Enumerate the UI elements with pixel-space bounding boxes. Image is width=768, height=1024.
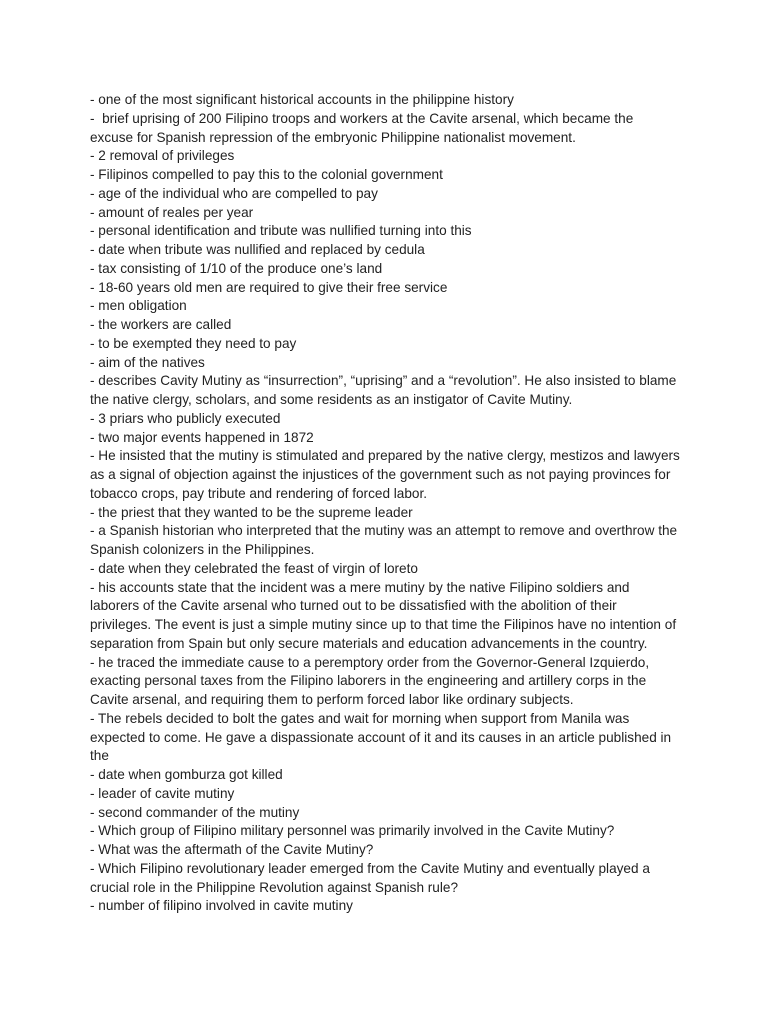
text-line: - describes Cavity Mutiny as “insurrection”, “uprising” and a “revolution”. He also insisted to blame the native clergy, scholars, and some residents as an instigator of Cavite Mutiny. bbox=[90, 373, 681, 407]
text-line: - Which group of Filipino military personnel was primarily involved in the Cavite Mutiny? bbox=[90, 823, 615, 839]
text-line: - aim of the natives bbox=[90, 354, 205, 370]
text-line: - number of filipino involved in cavite mutiny bbox=[90, 898, 353, 914]
text-line: - the priest that they wanted to be the supreme leader bbox=[90, 504, 413, 520]
text-line: - age of the individual who are compelled to pay bbox=[90, 185, 378, 201]
text-line: - to be exempted they need to pay bbox=[90, 335, 297, 351]
text-line: - 3 priars who publicly executed bbox=[90, 410, 281, 426]
text-line: - Filipinos compelled to pay this to the colonial government bbox=[90, 167, 443, 182]
text-line: - his accounts state that the incident was a mere mutiny by the native Filipino soldiers and laborers of the Cavite arsenal who turned out to be dissatisfied with the abolition of their privileges. The event is just a simple mutiny since up to that time the Filipinos have no intention of separation from Spain but only secure materials and education advancements in the country. bbox=[90, 579, 680, 651]
text-line: - one of the most significant historical accounts in the philippine history bbox=[90, 92, 514, 107]
text-line: - Which Filipino revolutionary leader emerged from the Cavite Mutiny and eventually played a crucial role in the Philippine Revolution against Spanish rule? bbox=[90, 860, 654, 895]
document-body bbox=[90, 91, 684, 916]
text-line: - date when they celebrated the feast of virgin of loreto bbox=[90, 560, 418, 576]
text-line: - 18-60 years old men are required to give their free service bbox=[90, 279, 448, 295]
text-line: - leader of cavite mutiny bbox=[90, 785, 235, 801]
text-line: - amount of reales per year bbox=[90, 204, 254, 220]
text-line: - The rebels decided to bolt the gates and wait for morning when support from Manila was expected to come. He gave a dispassionate account of it and its causes in an article published in the bbox=[90, 710, 675, 764]
text-line: - 2 removal of privileges bbox=[90, 148, 235, 164]
text-line: - He insisted that the mutiny is stimulated and prepared by the native clergy, mestizos and lawyers as a signal of objection against the injustices of the government such as not paying provinces for tobacco crops, pay tribute and rendering of forced labor. bbox=[90, 448, 684, 501]
text-line: - tax consisting of 1/10 of the produce one’s land bbox=[90, 260, 383, 276]
text-line: - the workers are called bbox=[90, 317, 232, 332]
text-line: - What was the aftermath of the Cavite Mutiny? bbox=[90, 842, 374, 857]
text-line: - date when tribute was nullified and replaced by cedula bbox=[90, 242, 425, 257]
text-line: - men obligation bbox=[90, 298, 187, 314]
text-line: - two major events happened in 1872 bbox=[90, 429, 314, 445]
text-line: - a Spanish historian who interpreted that the mutiny was an attempt to remove and overthrow the Spanish colonizers in the Philippines. bbox=[90, 523, 681, 557]
text-line: - personal identification and tribute was nullified turning into this bbox=[90, 223, 472, 239]
text-line: - he traced the immediate cause to a peremptory order from the Governor-General Izquierdo, exacting personal taxes from the Filipino laborers in the engineering and artillery corps in the Cavite arsenal, and requiring them to perform forced labor like ordinary subjects. bbox=[90, 654, 653, 707]
text-line: - date when gomburza got killed bbox=[90, 767, 283, 782]
text-line: - brief uprising of 200 Filipino troops and workers at the Cavite arsenal, which became the excuse for Spanish repression of the embryonic Philippine nationalist movement. bbox=[90, 110, 638, 145]
text-line: - second commander of the mutiny bbox=[90, 804, 300, 820]
